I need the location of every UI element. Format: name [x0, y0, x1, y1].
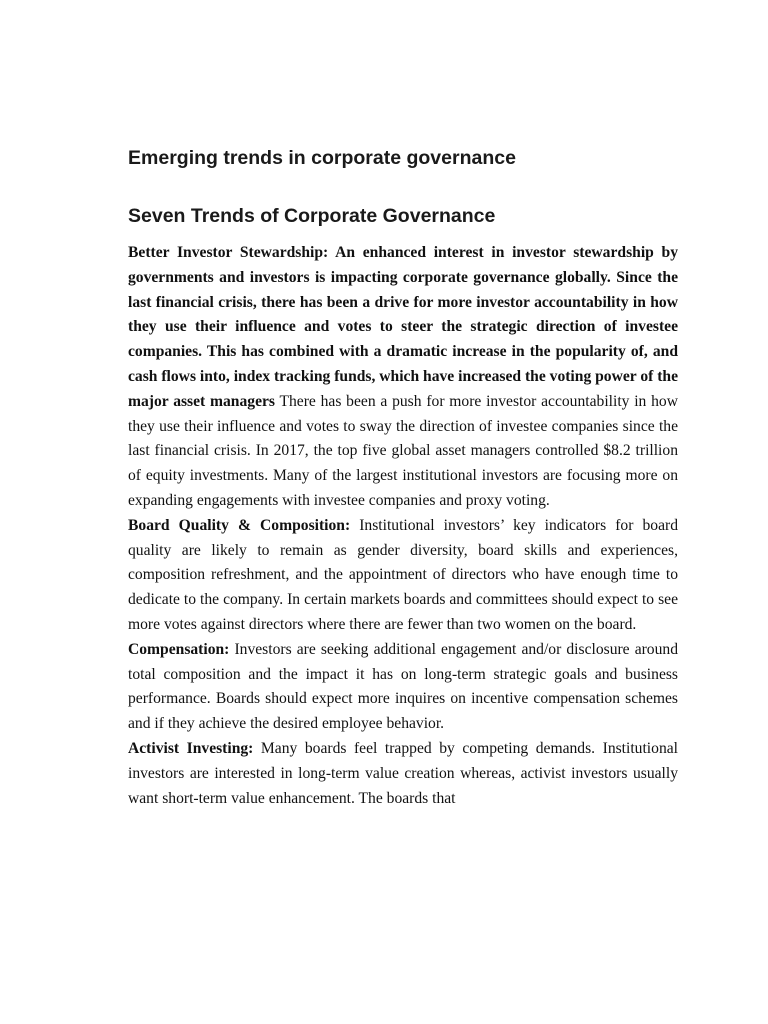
- paragraph-text: There has been a push for more investor accountability in how they use their influence and votes to sway the direction of investee companies since the last financial crisis. In 2017, the top five global asset managers controlled $8.2 trillion of equity investments. Many of the largest institutional investors are focusing more on expanding engagements with investee companies and proxy voting.: [128, 392, 678, 509]
- paragraph-compensation: [128, 638, 678, 737]
- paragraph-board-quality-composition: [128, 514, 678, 638]
- paragraph-label: Better Investor Stewardship:: [128, 244, 329, 261]
- document-subtitle: Seven Trends of Corporate Governance: [128, 205, 496, 227]
- document-content: [128, 145, 678, 811]
- paragraph-label: Activist Investing:: [128, 739, 254, 757]
- trends-list: [128, 241, 678, 811]
- paragraph-label: Board Quality & Composition:: [128, 516, 351, 534]
- paragraph-better-investor-stewardship: [128, 241, 678, 514]
- paragraph-text: Institutional investors’ key indicators for board quality are likely to remain as gender diversity, board skills and experiences, composition refreshment, and the appointment of directors who have enough time to dedicate to the company. In certain markets boards and committees should expect to see more votes against directors where there are fewer than two women on the board.: [128, 516, 678, 633]
- paragraph-label: Compensation:: [128, 640, 230, 658]
- document-title: Emerging trends in corporate governance: [128, 147, 516, 169]
- paragraph-text: Many boards feel trapped by competing demands. Institutional investors are interested in long-term value creation whereas, activist investors usually want short-term value enhancement. The boards that: [128, 739, 678, 807]
- paragraph-activist-investing: [128, 737, 678, 811]
- paragraph-text: Investors are seeking additional engagement and/or disclosure around total composition and the impact it has on long-term strategic goals and business performance. Boards should expect more inquires on incentive compensation schemes and if they achieve the desired employee behavior.: [128, 640, 678, 733]
- paragraph-bold-text: An enhanced interest in investor stewardship by governments and investors is impacting corporate governance globally. Since the last financial crisis, there has been a drive for more investor accountability in how they use their influence and votes to steer the strategic direction of investee companies. This has combined with a dramatic increase in the popularity of, and cash flows into, index tracking funds, which have increased the voting power of the major asset managers: [128, 244, 679, 410]
